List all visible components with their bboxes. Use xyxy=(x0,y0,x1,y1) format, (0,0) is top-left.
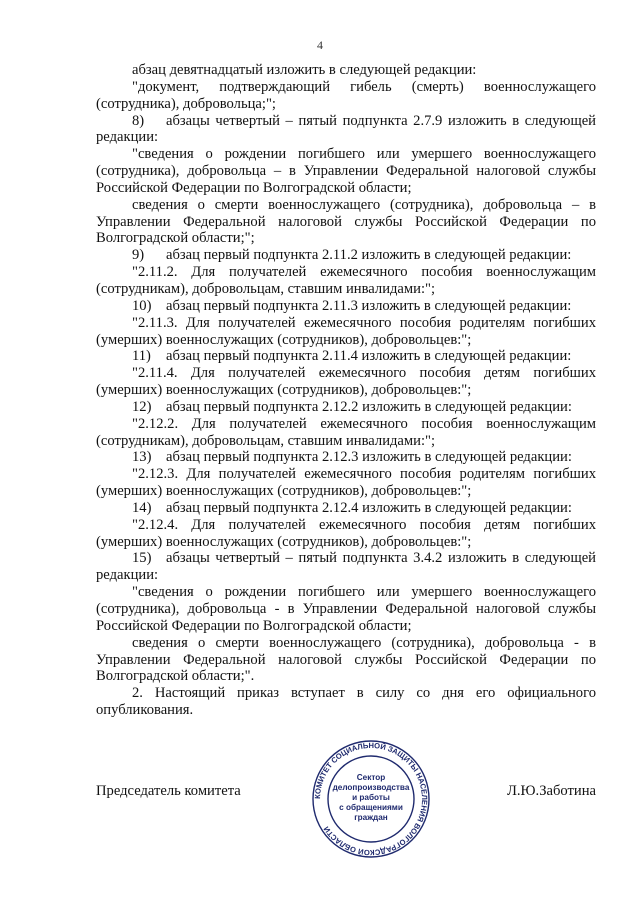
paragraph-text: "2.11.2. Для получателей ежемесячного пособия военнослужащим (сотрудникам), добровольцам, ставшим инвалидами:"; xyxy=(96,264,596,297)
paragraph-text: абзацы четвертый – пятый подпункта 2.7.9 изложить в следующей редакции: xyxy=(96,112,596,146)
paragraph xyxy=(96,517,596,551)
paragraph-text: "2.11.3. Для получателей ежемесячного пособия родителям погибших (умерших) военнослужащих (сотрудников), добровольцев:"; xyxy=(96,314,596,348)
paragraph xyxy=(96,315,596,349)
paragraph xyxy=(96,365,596,399)
paragraph-text: абзац первый подпункта 2.12.3 изложить в следующей редакции: xyxy=(166,449,572,466)
stamp-line: с обращениями xyxy=(339,803,403,812)
paragraph xyxy=(96,264,596,298)
paragraph xyxy=(96,146,596,197)
paragraph-text: сведения о смерти военнослужащего (сотрудника), добровольца – в Управлении Федеральной налоговой службы Российской Федерации по Волгоградской области;"; xyxy=(96,196,596,247)
stamp-line: Сектор xyxy=(356,773,386,782)
list-item-number: 10) xyxy=(132,297,152,314)
paragraph-text: абзац первый подпункта 2.12.2 изложить в следующей редакции: xyxy=(166,398,572,415)
list-item-number: 8) xyxy=(132,112,145,129)
paragraph-text: абзацы четвертый – пятый подпункта 3.4.2 изложить в следующей редакции: xyxy=(96,550,596,584)
official-stamp xyxy=(310,738,432,860)
list-item xyxy=(96,247,596,264)
paragraph-text: "документ, подтверждающий гибель (смерть) военнослужащего (сотрудника), добровольца;"; xyxy=(96,78,596,112)
signatory-title: Председатель комитета xyxy=(96,783,241,799)
stamp-line: граждан xyxy=(354,813,388,822)
list-item-number: 11) xyxy=(132,348,151,365)
paragraph xyxy=(96,79,596,113)
paragraph-text: абзац первый подпункта 2.11.4 изложить в следующей редакции: xyxy=(166,348,572,365)
list-item-number: 15) xyxy=(132,550,152,567)
stamp-outer-text: КОМИТЕТ СОЦИАЛЬНОЙ ЗАЩИТЫ НАСЕЛЕНИЯ ВОЛГОГРАДСКОЙ ОБЛАСТИ xyxy=(312,740,430,858)
paragraph-text: "2.12.3. Для получателей ежемесячного пособия родителям погибших (умерших) военнослужащих (сотрудников), добровольцев:"; xyxy=(96,466,596,500)
paragraph-text: сведения о смерти военнослужащего (сотрудника), добровольца - в Управлении Федеральной налоговой службы Российской Федерации по Волгоградской области;". xyxy=(96,634,596,685)
list-item-number: 14) xyxy=(132,499,152,516)
document-body xyxy=(96,62,596,719)
list-item xyxy=(96,449,596,466)
paragraph-text: 2. Настоящий приказ вступает в силу со дня его официального опубликования. xyxy=(96,685,596,719)
paragraph xyxy=(96,197,596,248)
paragraph xyxy=(96,584,596,635)
list-item xyxy=(96,550,596,584)
paragraph xyxy=(96,62,596,79)
paragraph-text: абзац первый подпункта 2.11.3 изложить в следующей редакции: xyxy=(166,297,572,314)
paragraph xyxy=(96,416,596,450)
list-item xyxy=(96,348,596,365)
paragraph-text: "сведения о рождении погибшего или умершего военнослужащего (сотрудника), добровольца – в Управлении Федеральной налоговой службы Российской Федерации по Волгоградской области; xyxy=(96,146,596,196)
paragraph-text: абзац девятнадцатый изложить в следующей редакции: xyxy=(132,62,477,78)
paragraph-text: абзац первый подпункта 2.11.2 изложить в следующей редакции: xyxy=(166,247,572,264)
list-item xyxy=(96,113,596,147)
signatory-name: Л.Ю.Заботина xyxy=(507,783,596,799)
list-item xyxy=(96,399,596,416)
list-item xyxy=(96,500,596,517)
paragraph-text: "2.12.4. Для получателей ежемесячного пособия детям погибших (умерших) военнослужащих (сотрудников), добровольцев:"; xyxy=(96,516,596,550)
paragraph xyxy=(96,466,596,500)
stamp-line: и работы xyxy=(352,793,390,802)
stamp-line: делопроизводства xyxy=(332,783,410,792)
page-number: 4 xyxy=(317,38,323,52)
paragraph-text: абзац первый подпункта 2.12.4 изложить в следующей редакции: xyxy=(166,499,572,516)
paragraph xyxy=(96,685,596,719)
list-item-number: 9) xyxy=(132,247,145,264)
paragraph xyxy=(96,635,596,686)
list-item xyxy=(96,298,596,315)
paragraph-text: "2.11.4. Для получателей ежемесячного пособия детям погибших (умерших) военнослужащих (сотрудников), добровольцев:"; xyxy=(96,365,596,399)
list-item-number: 13) xyxy=(132,449,152,466)
paragraph-text: "2.12.2. Для получателей ежемесячного пособия военнослужащим (сотрудникам), добровольцам, ставшим инвалидами:"; xyxy=(96,415,596,449)
list-item-number: 12) xyxy=(132,398,152,415)
paragraph-text: "сведения о рождении погибшего или умершего военнослужащего (сотрудника), добровольца - в Управлении Федеральной налоговой службы Российской Федерации по Волгоградской области; xyxy=(96,584,596,634)
